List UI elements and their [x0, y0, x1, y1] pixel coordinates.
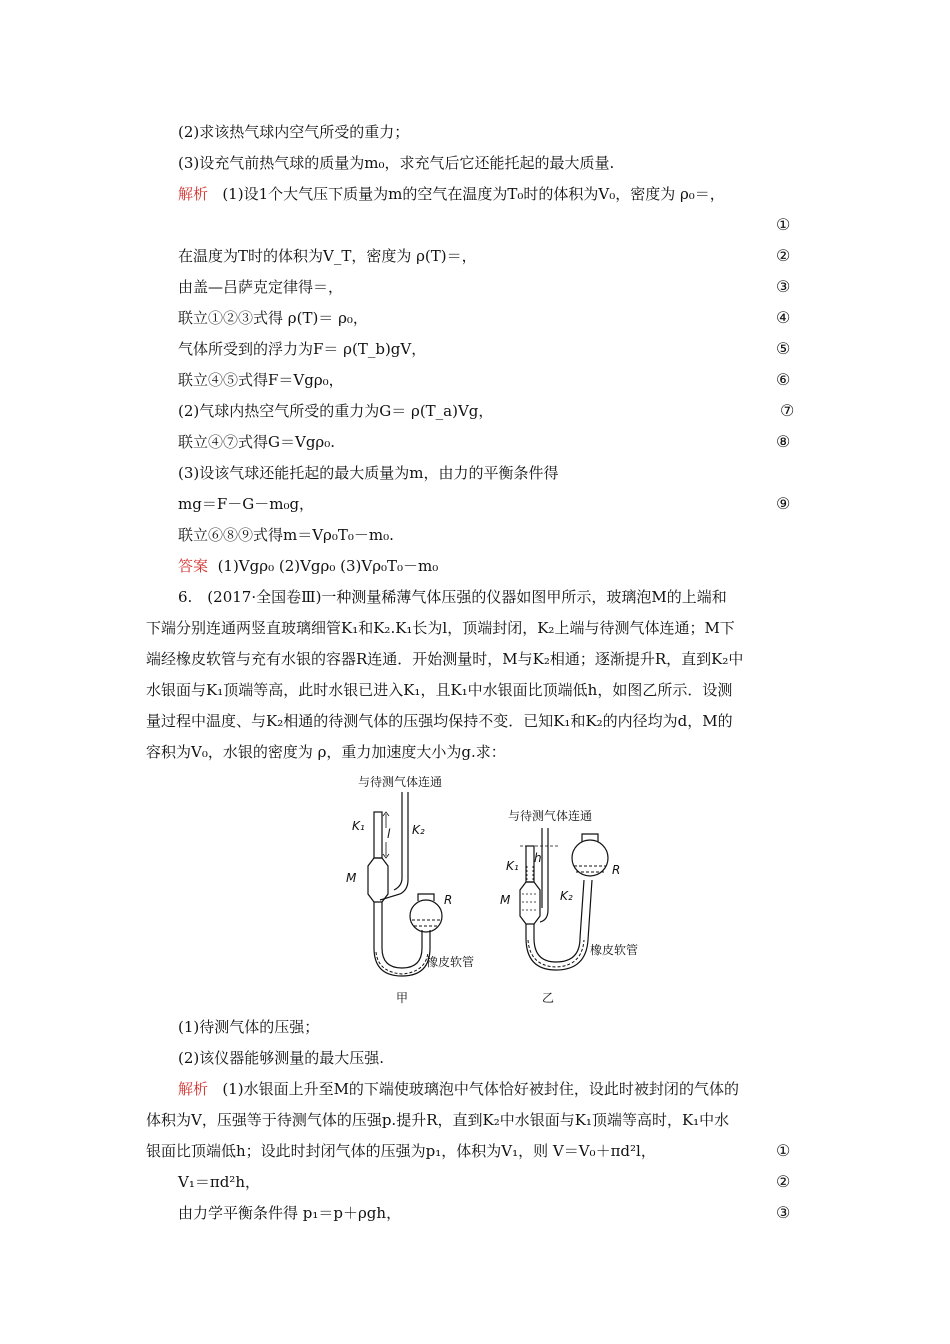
solution-line: 联立④⑤式得F＝Vgρ₀， [178, 371, 344, 389]
question-6-part-2: (2)该仪器能够测量的最大压强. [178, 1049, 385, 1067]
figure-jia [346, 774, 474, 1005]
jia-gas-label: 与待测气体连通 [358, 775, 443, 789]
equation-number: ② [776, 246, 791, 265]
solution-line: (2)气球内热空气所受的重力为G＝ ρ(T_a)Vg， [178, 402, 494, 420]
question-6-part-1: (1)待测气体的压强； [178, 1018, 320, 1036]
solution-line: 由盖—吕萨克定律得＝， [178, 278, 344, 296]
answer-text: (1)Vgρ₀ (2)Vgρ₀ (3)Vρ₀T₀－m₀ [217, 557, 439, 575]
equation-number: ① [776, 215, 791, 234]
yi-k1-label: K₁ [506, 859, 519, 873]
jia-m-label: M [346, 871, 357, 885]
solution-line: mg＝F－G－m₀g， [178, 495, 315, 513]
yi-m-label: M [500, 893, 511, 907]
yi-caption: 乙 [542, 991, 555, 1005]
solution2-line: 由力学平衡条件得 p₁＝p＋ρgh， [178, 1204, 402, 1222]
equation-number: ⑦ [780, 401, 795, 420]
solution-line: 在温度为T时的体积为V_T，密度为 ρ(T)＝， [178, 247, 477, 265]
jia-k1-label: K₁ [352, 819, 365, 833]
yi-k2-label: K₂ [560, 889, 573, 903]
question-part-2: (2)求该热气球内空气所受的重力； [178, 123, 410, 141]
jia-k2-label: K₂ [412, 823, 425, 837]
equation-number: ⑨ [776, 494, 791, 513]
solution2-text: (1)水银面上升至M的下端使玻璃泡中气体恰好被封住，设此时被封闭的气体的 [222, 1080, 739, 1098]
equation-number: ⑥ [776, 370, 791, 389]
jia-hose-label: 橡皮软管 [426, 955, 475, 969]
solution2-line: V₁＝πd²h， [178, 1173, 260, 1191]
solution-tag: 解析 [178, 185, 209, 203]
equation-number: ④ [776, 308, 791, 327]
answer-tag: 答案 [178, 557, 209, 575]
solution-text: (1)设1个大气压下质量为m的空气在温度为T₀时的体积为V₀，密度为 ρ₀＝， [222, 185, 725, 203]
jia-r-label: R [444, 893, 453, 907]
solution-line: (3)设该气球还能托起的最大质量为m，由力的平衡条件得 [178, 464, 559, 482]
equation-number: ⑤ [776, 339, 791, 358]
solution-line: 气体所受到的浮力为F＝ ρ(T_b)gV， [178, 340, 427, 358]
equation-number: ③ [776, 1203, 791, 1222]
yi-gas-label: 与待测气体连通 [508, 809, 593, 823]
question-6-line: 量过程中温度、与K₂相通的待测气体的压强均保持不变．已知K₁和K₂的内径均为d，M的 [146, 712, 733, 730]
equation-number: ⑧ [776, 432, 791, 451]
solution-line: 联立④⑦式得G＝Vgρ₀. [178, 433, 336, 451]
solution2-line: 体积为V，压强等于待测气体的压强p.提升R，直到K₂中水银面与K₁顶端等高时，K₁中水 [146, 1111, 730, 1129]
solution-first-line [178, 184, 725, 204]
equation-number: ① [776, 1141, 791, 1160]
yi-h-label: h [534, 851, 542, 865]
equation-number: ② [776, 1172, 791, 1191]
apparatus-figure [330, 770, 660, 1010]
yi-hose-label: 橡皮软管 [590, 943, 639, 957]
solution-line: 联立①②③式得 ρ(T)＝ ρ₀， [178, 309, 368, 327]
solution2-first-line [178, 1079, 739, 1099]
question-6-line: 容积为V₀，水银的密度为 ρ，重力加速度大小为g.求： [146, 743, 506, 761]
solution2-tag: 解析 [178, 1080, 209, 1098]
jia-caption: 甲 [396, 991, 409, 1005]
solution-line: 联立⑥⑧⑨式得m＝Vρ₀T₀－m₀. [178, 526, 394, 544]
equation-number: ③ [776, 277, 791, 296]
yi-r-label: R [612, 863, 621, 877]
jia-l-label: l [387, 827, 391, 841]
question-6-line: 下端分别连通两竖直玻璃细管K₁和K₂.K₁长为l，顶端封闭，K₂上端与待测气体连通；M下 [146, 619, 735, 637]
answer-line [178, 556, 438, 576]
figure-yi [500, 808, 638, 1005]
question-6-line: 水银面与K₁顶端等高，此时水银已进入K₁，且K₁中水银面比顶端低h，如图乙所示．设测 [146, 681, 733, 699]
question-part-3: (3)设充气前热气球的质量为m₀，求充气后它还能托起的最大质量. [178, 154, 615, 172]
solution2-line: 银面比顶端低h；设此时封闭气体的压强为p₁，体积为V₁，则 V＝V₀＋πd²l， [146, 1142, 656, 1160]
question-6-line: 6. (2017·全国卷Ⅲ)一种测量稀薄气体压强的仪器如图甲所示，玻璃泡M的上端和 [178, 588, 727, 606]
question-6-line: 端经橡皮软管与充有水银的容器R连通．开始测量时，M与K₂相通；逐渐提升R，直到K₂中 [146, 650, 744, 668]
